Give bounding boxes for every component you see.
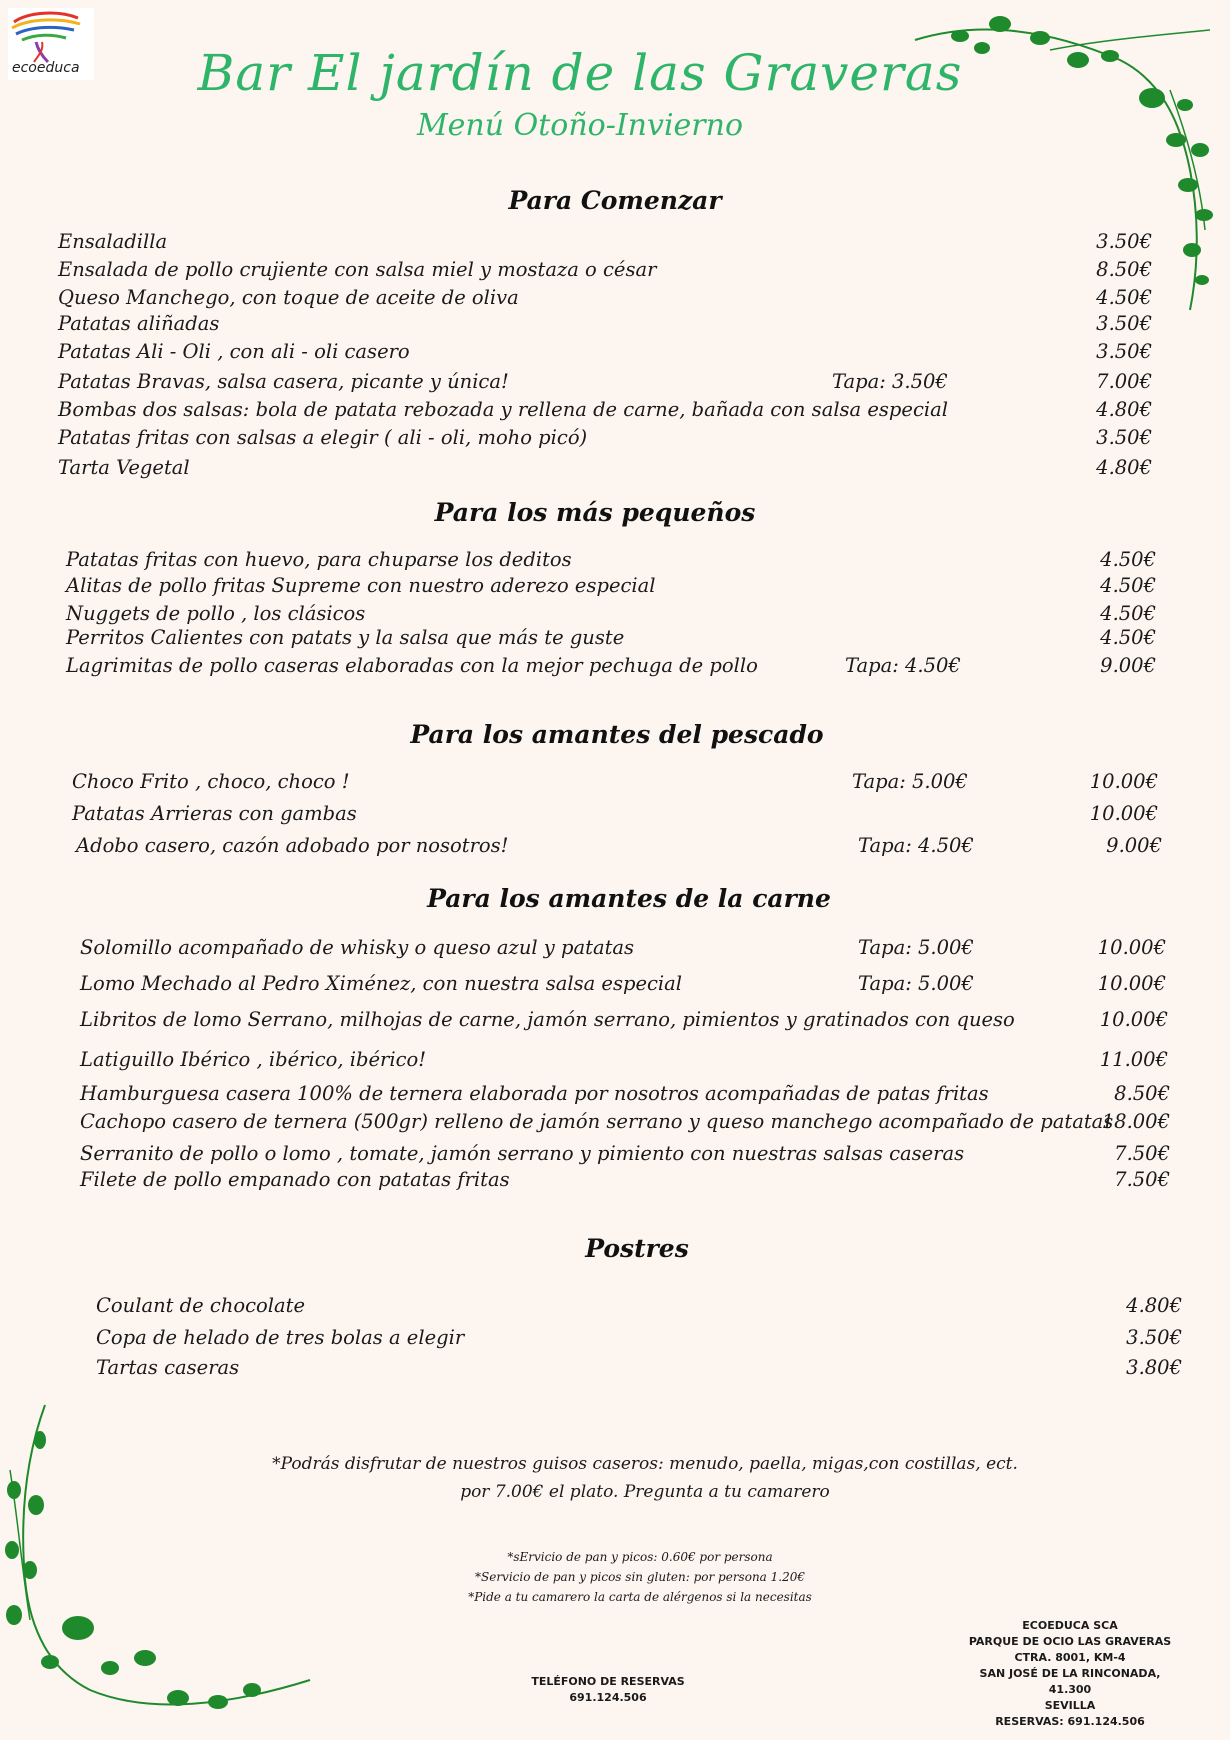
note-pan-gluten: *Servicio de pan y picos sin gluten: por persona 1.20€ [475,1570,805,1584]
menu-item-tapa: Tapa: 3.50€ [832,370,948,393]
company-block [960,1618,1180,1730]
menu-item-tapa: Tapa: 5.00€ [858,936,974,959]
menu-item-name: Ensaladilla [58,230,168,253]
menu-item-price: 9.00€ [1100,654,1156,677]
reservas-block [508,1674,708,1706]
reservas-label: TELÉFONO DE RESERVAS [531,1675,685,1688]
section-title-carne: Para los amantes de la carne [427,884,831,913]
menu-item-name: Patatas Bravas, salsa casera, picante y única! [58,370,509,393]
menu-item-price: 3.50€ [1096,230,1152,253]
menu-item-name: Patatas fritas con huevo, para chuparse los deditos [66,548,572,571]
company-province: SEVILLA [1044,1699,1096,1712]
company-reservas: RESERVAS: 691.124.506 [995,1715,1145,1728]
menu-item-price: 10.00€ [1099,1008,1168,1031]
menu-item-name: Patatas Arrieras con gambas [72,802,357,825]
menu-item-price: 7.50€ [1114,1142,1170,1165]
menu-item-price: 10.00€ [1089,802,1158,825]
menu-item-price: 4.80€ [1126,1294,1182,1317]
menu-item-price: 3.50€ [1096,312,1152,335]
menu-item-name: Filete de pollo empanado con patatas fritas [80,1168,510,1191]
menu-item-name: Choco Frito , choco, choco ! [72,770,350,793]
menu-item-name: Hamburguesa casera 100% de ternera elaborada por nosotros acompañadas de patas fritas [80,1082,989,1105]
menu-item-tapa: Tapa: 5.00€ [852,770,968,793]
company-road: CTRA. 8001, KM-4 [1014,1651,1126,1664]
menu-item-name: Bombas dos salsas: bola de patata rebozada y rellena de carne, bañada con salsa especial [58,398,948,421]
menu-item-name: Libritos de lomo Serrano, milhojas de carne, jamón serrano, pimientos y gratinados con queso [80,1008,1015,1031]
menu-item-price: 7.00€ [1096,370,1152,393]
menu-item-price: 18.00€ [1101,1110,1170,1133]
menu-item-price: 8.50€ [1114,1082,1170,1105]
menu-item-price: 3.80€ [1126,1356,1182,1379]
menu-item-price: 4.50€ [1096,286,1152,309]
menu-item-price: 4.50€ [1100,548,1156,571]
menu-item-name: Solomillo acompañado de whisky o queso azul y patatas [80,936,635,959]
menu-item-name: Tarta Vegetal [58,456,190,479]
menu-item-price: 10.00€ [1097,936,1166,959]
note-pan: *sErvicio de pan y picos: 0.60€ por persona [507,1550,773,1564]
menu-item-name: Nuggets de pollo , los clásicos [66,602,366,625]
menu-item-name: Patatas Ali - Oli , con ali - oli casero [58,340,410,363]
section-title-postres: Postres [585,1234,689,1263]
section-title-comenzar: Para Comenzar [508,186,722,215]
menu-item-name: Adobo casero, cazón adobado por nosotros! [76,834,509,857]
menu-item-price: 10.00€ [1089,770,1158,793]
menu-item-name: Coulant de chocolate [96,1294,306,1317]
page-title: Bar El jardín de las Graveras [197,44,963,102]
menu-item-price: 3.50€ [1096,426,1152,449]
menu-item-price: 4.80€ [1096,456,1152,479]
menu-item-price: 3.50€ [1096,340,1152,363]
menu-item-price: 3.50€ [1126,1326,1182,1349]
reservas-phone: 691.124.506 [569,1691,647,1704]
note-guisos: *Podrás disfrutar de nuestros guisos caseros: menudo, paella, migas,con costillas, ect. por 7.00€ el plato. Pregunta a tu camarero [272,1454,1018,1502]
menu-item-price: 4.80€ [1096,398,1152,421]
menu-item-price: 4.50€ [1100,602,1156,625]
menu-item-name: Patatas fritas con salsas a elegir ( ali - oli, moho picó) [58,426,588,449]
vine-bottom-left-icon [0,1400,330,1720]
menu-item-name: Latiguillo Ibérico , ibérico, ibérico! [80,1048,427,1071]
section-title-pescado: Para los amantes del pescado [410,720,824,749]
menu-item-tapa: Tapa: 4.50€ [845,654,961,677]
company-name: ECOEDUCA SCA [1022,1619,1118,1632]
menu-item-price: 11.00€ [1099,1048,1168,1071]
menu-item-name: Lagrimitas de pollo caseras elaboradas con la mejor pechuga de pollo [66,654,758,677]
menu-item-price: 4.50€ [1100,574,1156,597]
menu-item-name: Patatas aliñadas [58,312,220,335]
company-city: SAN JOSÉ DE LA RINCONADA, 41.300 [979,1667,1161,1696]
menu-item-tapa: Tapa: 4.50€ [858,834,974,857]
menu-item-name: Alitas de pollo fritas Supreme con nuestro aderezo especial [66,574,656,597]
menu-item-name: Lomo Mechado al Pedro Ximénez, con nuestra salsa especial [80,972,683,995]
menu-item-name: Perritos Calientes con patats y la salsa que más te guste [66,626,625,649]
menu-item-name: Copa de helado de tres bolas a elegir [96,1326,465,1349]
menu-item-price: 10.00€ [1097,972,1166,995]
menu-item-name: Serranito de pollo o lomo , tomate, jamón serrano y pimiento con nuestras salsas caseras [80,1142,965,1165]
menu-item-name: Ensalada de pollo crujiente con salsa miel y mostaza o césar [58,258,657,281]
menu-item-price: 4.50€ [1100,626,1156,649]
menu-item-price: 9.00€ [1106,834,1162,857]
menu-item-price: 8.50€ [1096,258,1152,281]
page-subtitle: Menú Otoño-Invierno [416,108,744,143]
note-alergenos: *Pide a tu camarero la carta de alérgenos si la necesitas [468,1590,812,1604]
menu-item-name: Cachopo casero de ternera (500gr) relleno de jamón serrano y queso manchego acompañado de patatas [80,1110,1114,1133]
section-title-pequenos: Para los más pequeños [434,498,756,527]
logo-text: ecoeduca [12,60,80,76]
menu-item-name: Tartas caseras [96,1356,240,1379]
company-place: PARQUE DE OCIO LAS GRAVERAS [968,1635,1172,1648]
menu-item-name: Queso Manchego, con toque de aceite de oliva [58,286,519,309]
menu-item-tapa: Tapa: 5.00€ [858,972,974,995]
menu-item-price: 7.50€ [1114,1168,1170,1191]
